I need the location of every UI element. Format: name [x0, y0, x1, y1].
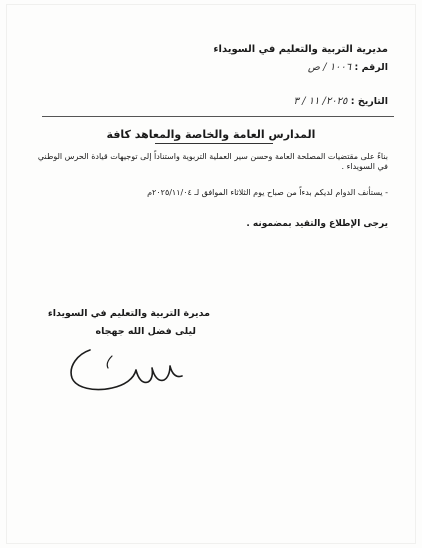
addressee-title: المدارس العامة والخاصة والمعاهد كافة: [106, 128, 316, 141]
reference-number: [308, 62, 388, 73]
page-border: [6, 4, 416, 544]
document-date: [294, 96, 388, 107]
signatory-name: ليلى فضل الله جهجاه: [95, 326, 196, 337]
directive-item: - يستأنف الدوام لديكم بدءاً من صباح يوم الثلاثاء الموافق لـ ٢٠٢٥/١١/٠٤م: [147, 188, 388, 197]
closing-line: يرجى الإطلاع والتقيد بمضمونه .: [246, 219, 388, 229]
reference-value: ١٠٠٦ / ص: [307, 62, 352, 73]
addressee-underline: [155, 143, 273, 144]
body-paragraph-line-1: بناءً على مقتضيات المصلحة العامة وحسن سير العملية التربوية واستناداً إلى توجيهات قيادة الحرس الوطني: [37, 152, 388, 161]
reference-label: الرقم :: [354, 62, 388, 73]
date-value: ٢٠٢٥/ ١١ / ٣: [293, 96, 348, 107]
handwritten-signature: [60, 338, 220, 398]
body-paragraph-line-2: في السويداء .: [341, 162, 388, 171]
issuing-department: مديرية التربية والتعليم في السويداء: [213, 44, 388, 55]
signatory-title: مديرة التربية والتعليم في السويداء: [47, 308, 210, 319]
header-divider: [42, 116, 394, 117]
date-label: التاريخ :: [350, 96, 388, 107]
